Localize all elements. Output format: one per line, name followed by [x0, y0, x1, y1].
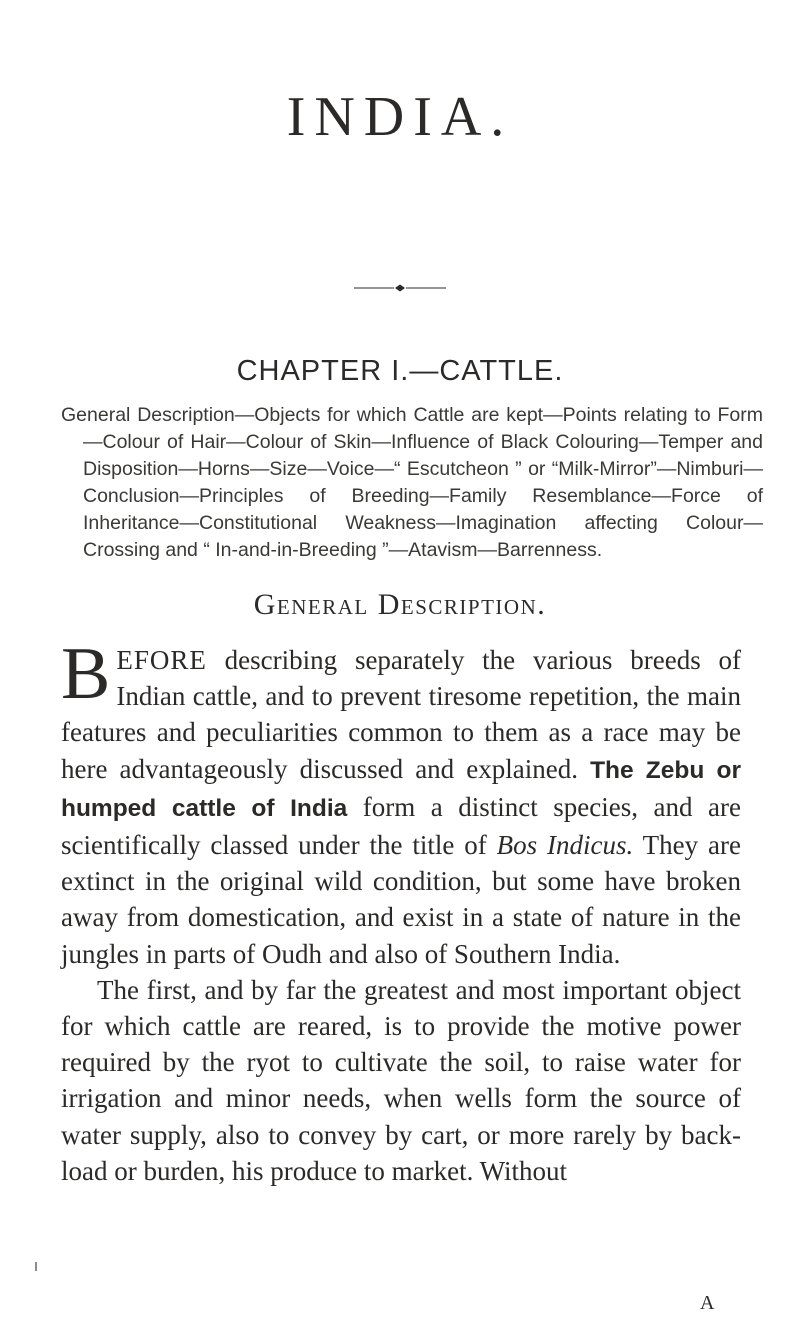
- section-heading: General Description.: [253, 588, 547, 621]
- chapter-heading: CHAPTER I.—CATTLE.: [236, 355, 564, 387]
- paragraph-1: [61, 633, 741, 972]
- paragraph-2: The first, and by far the greatest and most important object for which cattle are reared, is to provide the motive power required by the ryot to cultivate the soil, to raise water for irrigation and minor needs, when wells form the source of water supply, also to convey by cart, or more rarely by back-load or burden, his produce to market. Without: [61, 974, 741, 1186]
- chapter-synopsis: General Description—Objects for which Cattle are kept—Points relating to Form—Colour of Hair—Colour of Skin—Influence of Black Colouring—Temper and Disposition—Horns—Size—Voice—“ Escutcheon ” or “Milk-Mirror”—Nimburi—Conclusion—Principles of Breeding—Family Resemblance—Force of Inheritance—Constitutional Weakness—Imagination affecting Colour—Crossing and “ In-and-in-Breeding ”—Atavism—Barrenness.: [61, 404, 763, 561]
- body-text: [61, 633, 741, 1189]
- paragraph-1-bold-run: The Zebu or humped cattle of India: [61, 756, 741, 822]
- paragraph-1-text-c: They are extinct in the original wild condition, but some have broken away from domestication, and exist in a state of nature in the jungles in parts of Oudh and also of Southern India.: [61, 830, 741, 969]
- paragraph-1-text-b: form a distinct species, and are scientifically classed under the title of: [61, 791, 741, 861]
- paragraph-1-text-a: describing separately the various breeds of Indian cattle, and to prevent tiresome repetition, the main features and peculiarities common to them as a race may be here advantageously discussed and explained.: [61, 645, 741, 784]
- signature-mark: A: [700, 1292, 715, 1314]
- opening-caps: EFORE: [116, 645, 207, 675]
- diamond-rule-ornament-icon: [354, 283, 446, 293]
- margin-mark: [35, 1262, 37, 1271]
- species-name: Bos Indicus.: [496, 830, 634, 861]
- running-title: INDIA.: [286, 86, 514, 148]
- drop-cap: B: [61, 633, 111, 715]
